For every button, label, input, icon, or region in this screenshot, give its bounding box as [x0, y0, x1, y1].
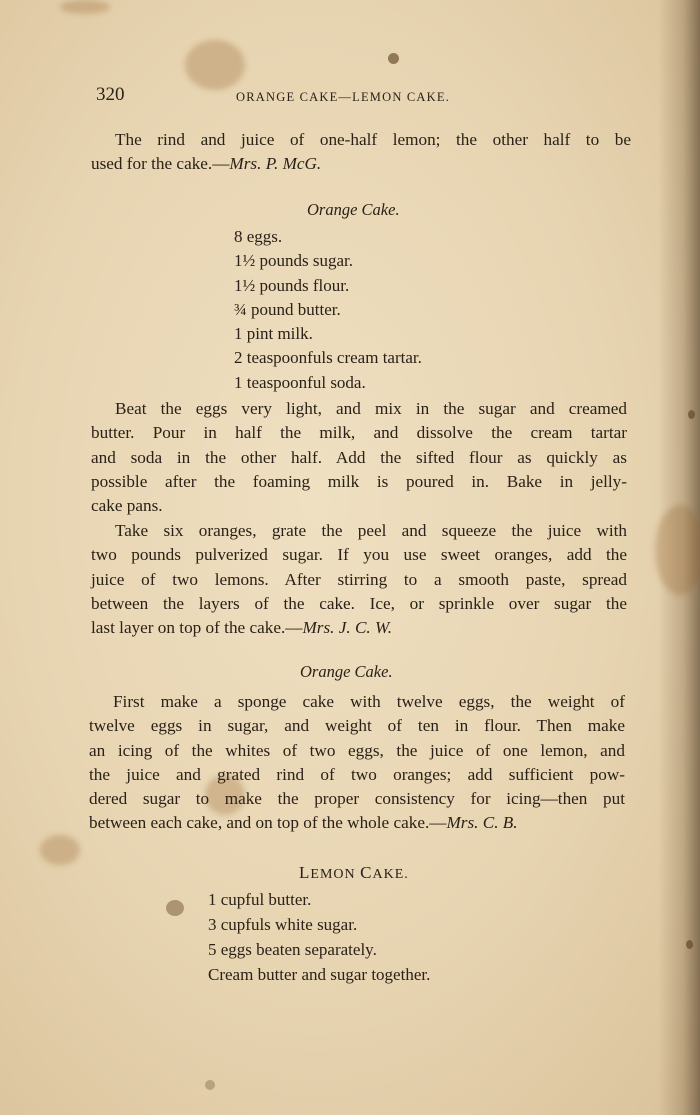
ingredient-list [208, 887, 430, 987]
page-header [96, 84, 636, 112]
text-line: Take six oranges, grate the peel and squeeze the juice with [115, 521, 627, 540]
running-title: ORANGE CAKE—LEMON CAKE. [236, 90, 451, 104]
ink-spot [688, 410, 695, 419]
stain [185, 40, 245, 90]
text-line-with-signature [91, 616, 627, 640]
title-initial: L [299, 863, 311, 882]
text-line: last layer on top of the cake.— [91, 618, 303, 638]
text-line-with-signature [89, 811, 625, 835]
ingredient-item: 1 cupful butter. [208, 890, 312, 909]
title-initial: C [360, 863, 373, 882]
title-small-caps: EMON [310, 867, 361, 882]
text-line: and soda in the other half. Add the sifted flour as quickly as [91, 447, 627, 467]
text-line: The rind and juice of one-half lemon; the other half to be [115, 130, 631, 149]
page-number: 320 [96, 84, 125, 105]
text-line: cake pans. [91, 496, 163, 516]
text-line: juice of two lemons. After stirring to a smooth paste, spread [91, 569, 627, 589]
ingredient-item: 5 eggs beaten separately. [208, 940, 377, 959]
title-small-caps: AKE. [372, 867, 409, 882]
intro-paragraph [91, 128, 631, 177]
ingredient-item: 1 pint milk. [234, 324, 313, 344]
text-line-with-signature [91, 152, 631, 176]
text-line: used for the cake.— [91, 154, 230, 174]
stain [60, 0, 110, 14]
signature: Mrs. P. McG. [229, 154, 322, 174]
text-line: between each cake, and on top of the whole cake.— [89, 813, 447, 833]
recipe-title: Orange Cake. [300, 662, 393, 681]
ingredient-item: 1 teaspoonful soda. [234, 372, 366, 392]
text-line: possible after the foaming milk is poured in. Bake in jelly- [91, 471, 627, 491]
ingredient-item: 1½ pounds flour. [234, 275, 350, 295]
text-line: First make a sponge cake with twelve eggs, the weight of [113, 692, 625, 711]
filling-paragraph [91, 519, 627, 640]
text-line: dered sugar to make the proper consistency for icing—then put [89, 789, 625, 809]
signature: Mrs. J. C. W. [302, 618, 393, 638]
stain [40, 835, 80, 865]
directions-paragraph [89, 690, 625, 836]
ink-spot [388, 53, 399, 64]
ink-spot [686, 940, 693, 949]
ingredient-item: 2 teaspoonfuls cream tartar. [234, 348, 422, 368]
signature: Mrs. C. B. [446, 813, 518, 833]
stain [655, 505, 700, 595]
text-line: butter. Pour in half the milk, and dissolve the cream tartar [91, 423, 627, 443]
directions-paragraph [91, 397, 627, 518]
text-line: the juice and grated rind of two oranges; add sufficient pow- [89, 764, 625, 784]
ingredient-item: 8 eggs. [234, 227, 283, 246]
ingredient-item: Cream butter and sugar together. [208, 965, 431, 984]
ingredient-item: 3 cupfuls white sugar. [208, 915, 358, 934]
ingredient-list [234, 225, 422, 395]
text-line: Beat the eggs very light, and mix in the sugar and creamed [115, 399, 627, 418]
recipe-title: Orange Cake. [307, 200, 400, 219]
ingredient-item: 1½ pounds sugar. [234, 251, 353, 271]
ink-spot [205, 1080, 215, 1090]
text-line: two pounds pulverized sugar. If you use sweet oranges, add the [91, 545, 627, 565]
text-line: an icing of the whites of two eggs, the juice of one lemon, and [89, 740, 625, 760]
recipe-title [299, 863, 409, 883]
text-line: twelve eggs in sugar, and weight of ten in flour. Then make [89, 716, 625, 736]
ink-spot [166, 900, 184, 916]
text-line: between the layers of the cake. Ice, or sprinkle over sugar the [91, 593, 627, 613]
ingredient-item: ¾ pound butter. [234, 299, 341, 319]
